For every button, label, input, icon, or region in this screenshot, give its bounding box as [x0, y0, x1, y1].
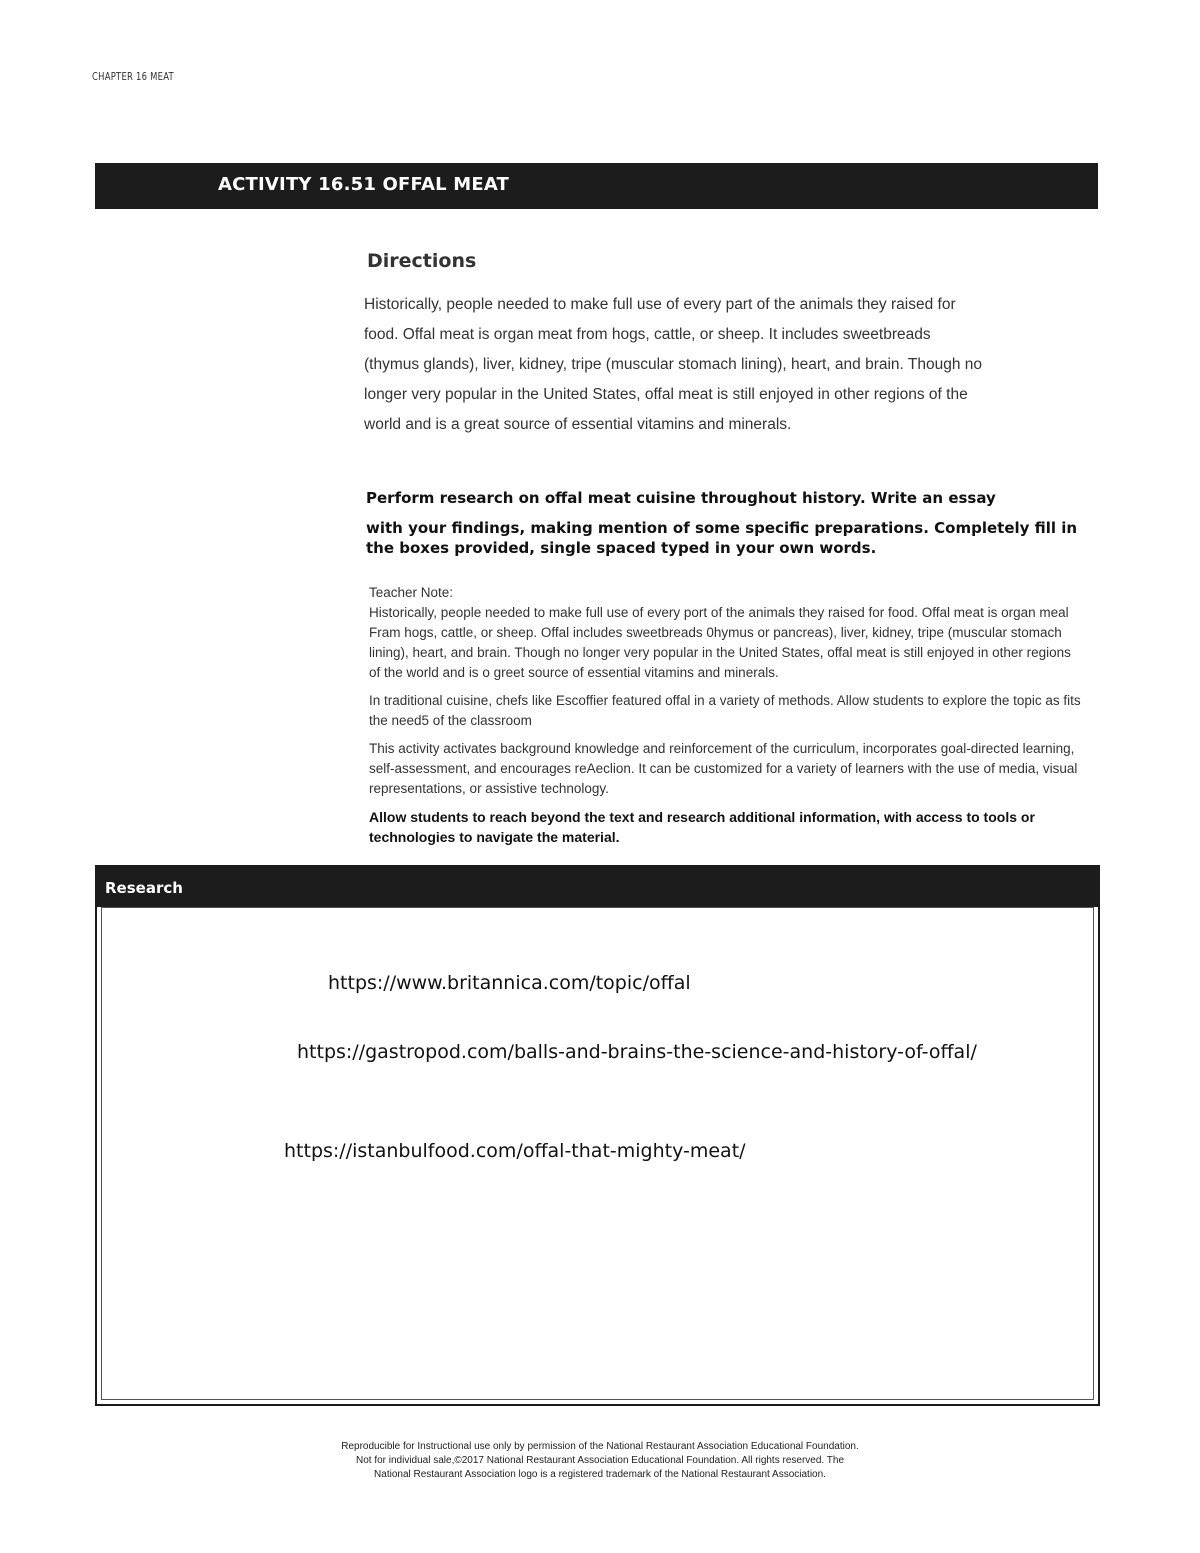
teacher-note-label: Teacher Note: [369, 585, 454, 600]
teacher-note-paragraph: Historically, people needed to make full use of every port of the animals they raised for food. Offal meat is organ meal Fram hogs, cattle, or sheep. Offal includes sweetbreads 0hymus or pancreas), liver, kidney, tripe (muscular stomach lining), heart, and brain. Though no longer very popular in the United States, offal meat is still enjoyed in other regions of the world and is o greet source of essential vitamins and minerals. [369, 605, 1071, 680]
directions-heading: Directions [367, 250, 477, 272]
task-line-1: Perform research on offal meat cuisine throughout history. Write an essay [366, 489, 996, 507]
teacher-note [369, 583, 1081, 855]
research-header [97, 867, 1098, 907]
footer-line: Reproducible for Instructional use only by permission of the National Restaurant Association Educational Foundation. [341, 1441, 859, 1452]
task-instructions [366, 488, 1086, 558]
footer-line: Not for individual sale,©2017 National Restaurant Association Educational Foundation. All rights reserved. The [355, 1455, 845, 1466]
research-box [95, 865, 1100, 1406]
activity-banner [95, 163, 1098, 209]
research-link[interactable]: https://www.britannica.com/topic/offal [328, 972, 691, 994]
teacher-note-paragraph: Allow students to reach beyond the text and research additional information, with access to tools or technologies to navigate the material. [369, 809, 1035, 845]
research-link[interactable]: https://istanbulfood.com/offal-that-mighty-meat/ [284, 1140, 746, 1162]
teacher-note-paragraph: This activity activates background knowledge and reinforcement of the curriculum, incorporates goal-directed learning, self-assessment, and encourages reAeclion. It can be customized for a variety of learners with the use of media, visual representations, or assistive technology. [369, 741, 1078, 796]
footer-line: National Restaurant Association logo is a registered trademark of the National Restaurant Association. [374, 1469, 826, 1480]
directions-body: Historically, people needed to make full use of every part of the animals they raised for food. Offal meat is organ meat from hogs, cattle, or sheep. It includes sweetbreads (thymus glands), liver, kidney, tripe (muscular stomach lining), heart, and brain. Though no longer very popular in the United States, offal meat is still enjoyed in other regions of the world and is a great source of essential vitamins and minerals. [364, 296, 983, 433]
teacher-note-paragraph: In traditional cuisine, chefs like Escoffier featured offal in a variety of methods. Allow students to explore the topic as fits the need5 of the classroom [369, 693, 1081, 728]
chapter-header: CHAPTER 16 MEAT [92, 70, 174, 83]
research-link[interactable]: https://gastropod.com/balls-and-brains-the-science-and-history-of-offal/ [297, 1041, 977, 1063]
task-line-2: with your findings, making mention of some specific preparations. Completely fill in the boxes provided, single spaced typed in your own words. [366, 519, 1078, 557]
activity-title: ACTIVITY 16.51 OFFAL MEAT [218, 174, 510, 195]
footer [0, 1440, 1200, 1482]
research-label: Research [105, 879, 183, 897]
